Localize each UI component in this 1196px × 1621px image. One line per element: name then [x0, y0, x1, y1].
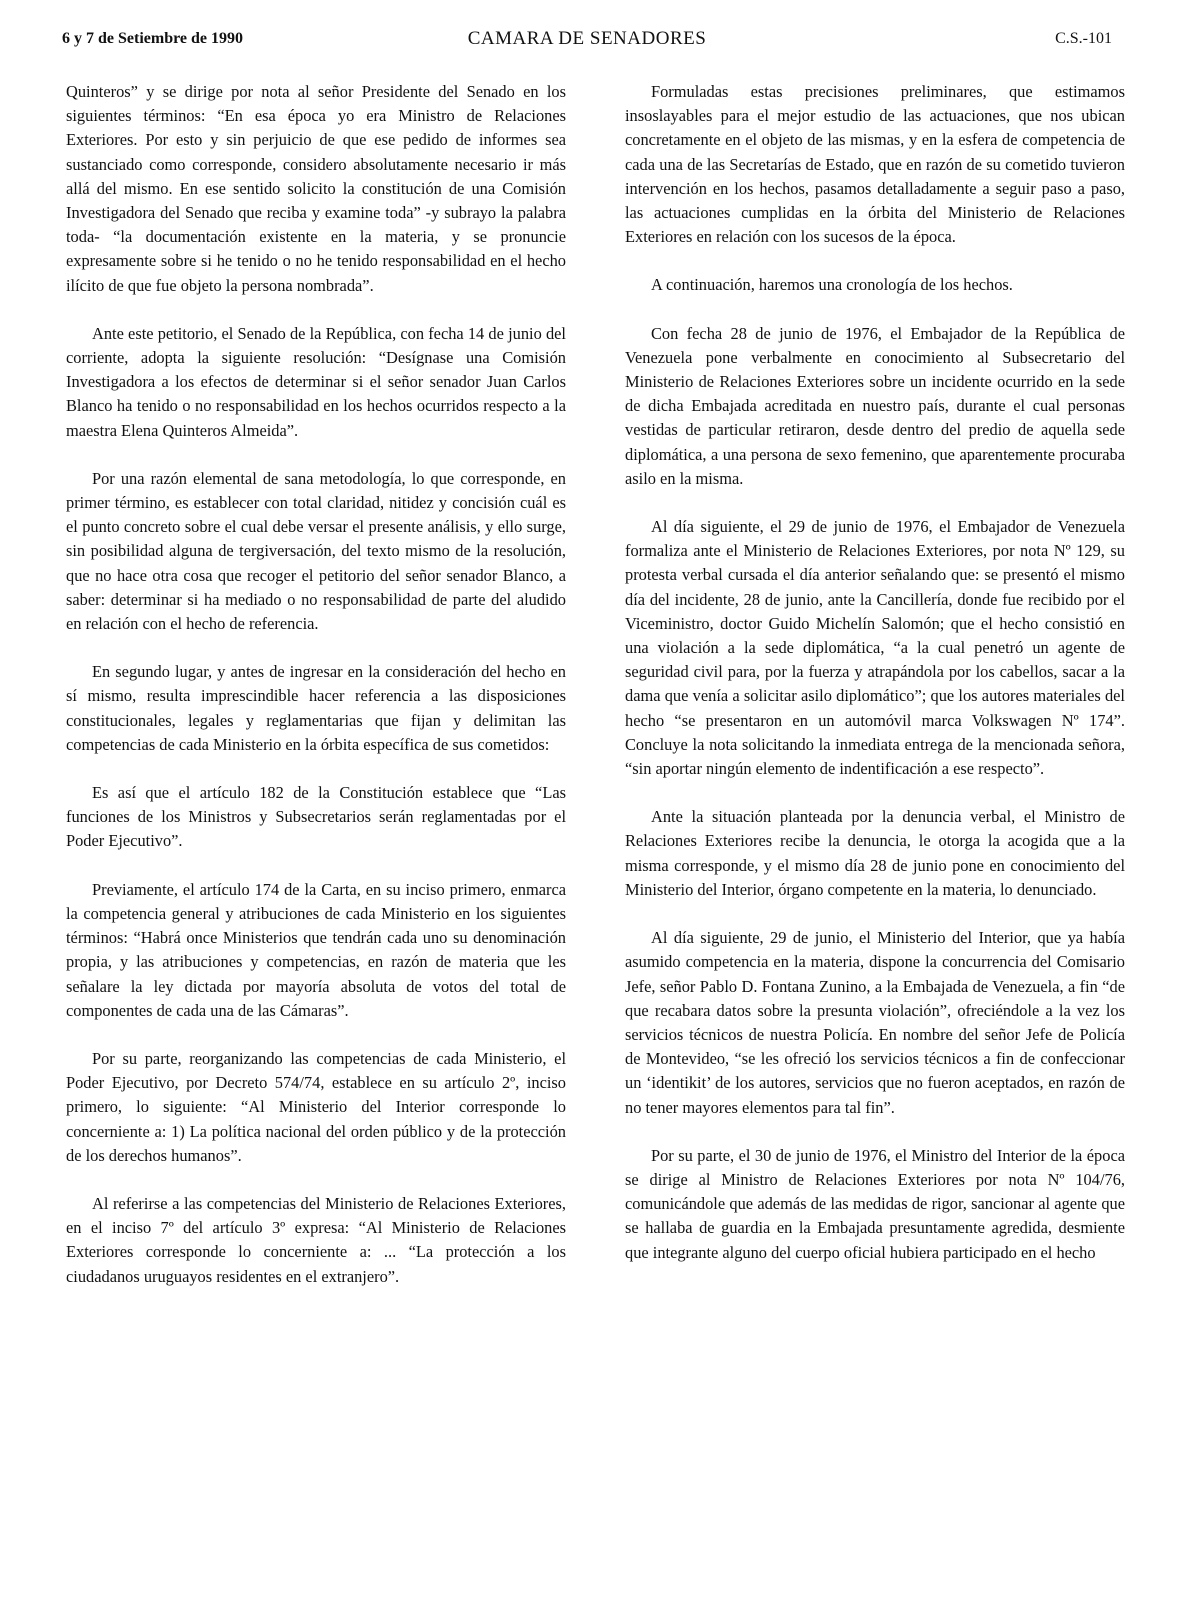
paragraph: Por su parte, reorganizando las competencias de cada Ministerio, el Poder Ejecutivo, por Decreto 574/74, establece en su artículo 2º, inciso primero, lo siguiente: “Al Ministerio del Interior corresponde lo concerniente a: 1) La política nacional del orden público y de la protección de los derechos humanos”. [66, 1048, 566, 1165]
paragraph: En segundo lugar, y antes de ingresar en la consideración del hecho en sí mismo, resulta imprescindible hacer referencia a las disposiciones constitucionales, legales y reglamentarias que fijan y delimitan las competencias de cada Ministerio en la órbita específica de sus cometidos: [66, 662, 566, 754]
right-column [625, 80, 1125, 1265]
paragraph: Ante la situación planteada por la denuncia verbal, el Ministro de Relaciones Exteriores recibe la denuncia, le otorga la acogida que a la misma corresponde, y el mismo día 28 de junio pone en conocimiento del Ministerio del Interior, órgano competente en la materia, lo denunciado. [625, 807, 1125, 899]
header-page-ref: C.S.-101 [1055, 30, 1112, 47]
paragraph: Al día siguiente, el 29 de junio de 1976, el Embajador de Venezuela formaliza ante el Ministerio de Relaciones Exteriores, por nota Nº 129, su protesta verbal cursada el día anterior señalando que: se presentó el mismo día del incidente, 28 de junio, ante la Cancillería, donde fue recibido por el Viceministro, doctor Guido Michelín Salomón; que el hecho consistió en una violación a la sede diplomática, “a la cual penetró un agente de seguridad civil para, por la fuerza y atrapándola por los cabellos, sacar a la dama que venía a solicitar asilo diplomático”; que los autores materiales del hecho “se presentaron en un automóvil marca Volkswagen Nº 174”. Concluye la nota solicitando la inmediata entrega de la mencionada señora, “sin aportar ningún elemento de indentificación a ese respecto”. [625, 517, 1125, 779]
paragraph: Quinteros” y se dirige por nota al señor Presidente del Senado en los siguientes términos: “En esa época yo era Ministro de Relaciones Exteriores. Por esto y sin perjuicio de que ese pedido de informes sea sustanciado como corresponde, considero absolutamente necesario ir más allá del mismo. En ese sentido solicito la constitución de una Comisión Investigadora del Senado que reciba y examine toda” -y subrayo la palabra toda- “la documentación existente en la materia, y se pronuncie expresamente sobre si he tenido o no he tenido responsabilidad en el hecho ilícito de que fue objeto la persona nombrada”. [66, 82, 566, 295]
paragraph: Con fecha 28 de junio de 1976, el Embajador de la República de Venezuela pone verbalmente en conocimiento al Subsecretario del Ministerio de Relaciones Exteriores sobre un incidente ocurrido en la sede de dicha Embajada acreditada en nuestro país, durante el cual personas vestidas de particular retiraron, desde dentro del predio de aquella sede diplomática, a una persona de sexo femenino, que aparentemente procuraba asilo en la misma. [625, 323, 1125, 488]
paragraph: Es así que el artículo 182 de la Constitución establece que “Las funciones de los Ministros y Subsecretarios serán reglamentadas por el Poder Ejecutivo”. [66, 783, 566, 851]
header-title: CAMARA DE SENADORES [467, 28, 707, 49]
paragraph: Previamente, el artículo 174 de la Carta, en su inciso primero, enmarca la competencia general y atribuciones de cada Ministerio en los siguientes términos: “Habrá once Ministerios que tendrán cada uno su denominación propia, y las atribuciones y competencias, en razón de materia que les señalare la ley dictada por mayoría absoluta de votos del total de componentes de cada una de las Cámaras”. [66, 879, 566, 1020]
paragraph: A continuación, haremos una cronología de los hechos. [651, 275, 1013, 295]
paragraph: Por su parte, el 30 de junio de 1976, el Ministro del Interior de la época se dirige al Ministro de Relaciones Exteriores por nota Nº 104/76, comunicándole que además de las medidas de rigor, sancionar al agente que se hallaba de guardia en la Embajada presuntamente agredida, desmiente que integrante alguno del cuerpo oficial hubiera participado en el hecho [625, 1145, 1125, 1262]
paragraph: Al referirse a las competencias del Ministerio de Relaciones Exteriores, en el inciso 7º del artículo 3º expresa: “Al Ministerio de Relaciones Exteriores corresponde lo concerniente a: ... “La protección a los ciudadanos uruguayos residentes en el extranjero”. [66, 1193, 566, 1286]
header-date: 6 y 7 de Setiembre de 1990 [62, 30, 244, 47]
left-column [66, 80, 566, 1289]
paragraph: Por una razón elemental de sana metodología, lo que corresponde, en primer término, es establecer con total claridad, nitidez y concisión cuál es el punto concreto sobre el cual debe versar el presente análisis, y ello surge, sin posibilidad alguna de tergiversación, del texto mismo de la resolución, que no hace otra cosa que recoger el petitorio del señor senador Blanco, a saber: determinar si ha mediado o no responsabilidad de parte del aludido en relación con el hecho de referencia. [66, 468, 566, 634]
page-header [62, 28, 1112, 58]
paragraph: Formuladas estas precisiones preliminares, que estimamos insoslayables para el mejor estudio de las actuaciones, que nos ubican concretamente en el objeto de las mismas, y en la esfera de competencia de cada una de las Secretarías de Estado, que en razón de su cometido tuvieron intervención en los hechos, pasamos detalladamente a seguir paso a paso, las actuaciones cumplidas en la órbita del Ministerio de Relaciones Exteriores en relación con los sucesos de la época. [625, 82, 1125, 247]
paragraph: Al día siguiente, 29 de junio, el Ministerio del Interior, que ya había asumido competencia en la materia, dispone la concurrencia del Comisario Jefe, señor Pablo D. Fontana Zunino, a la Embajada de Venezuela, a fin “de que recabara datos sobre la presunta violación”, ofreciéndole a la vez los servicios técnicos de nuestra Policía. En nombre del señor Jefe de Policía de Montevideo, “se les ofreció los servicios técnicos a fin de confeccionar un ‘identikit’ de los autores, servicios que no fueron aceptados, en razón de no tener mayores elementos para tal fin”. [625, 928, 1125, 1117]
paragraph: Ante este petitorio, el Senado de la República, con fecha 14 de junio del corriente, adopta la siguiente resolución: “Desígnase una Comisión Investigadora a los efectos de determinar si el señor senador Juan Carlos Blanco ha tenido o no responsabilidad en los hechos ocurridos respecto a la maestra Elena Quinteros Almeida”. [66, 323, 566, 440]
